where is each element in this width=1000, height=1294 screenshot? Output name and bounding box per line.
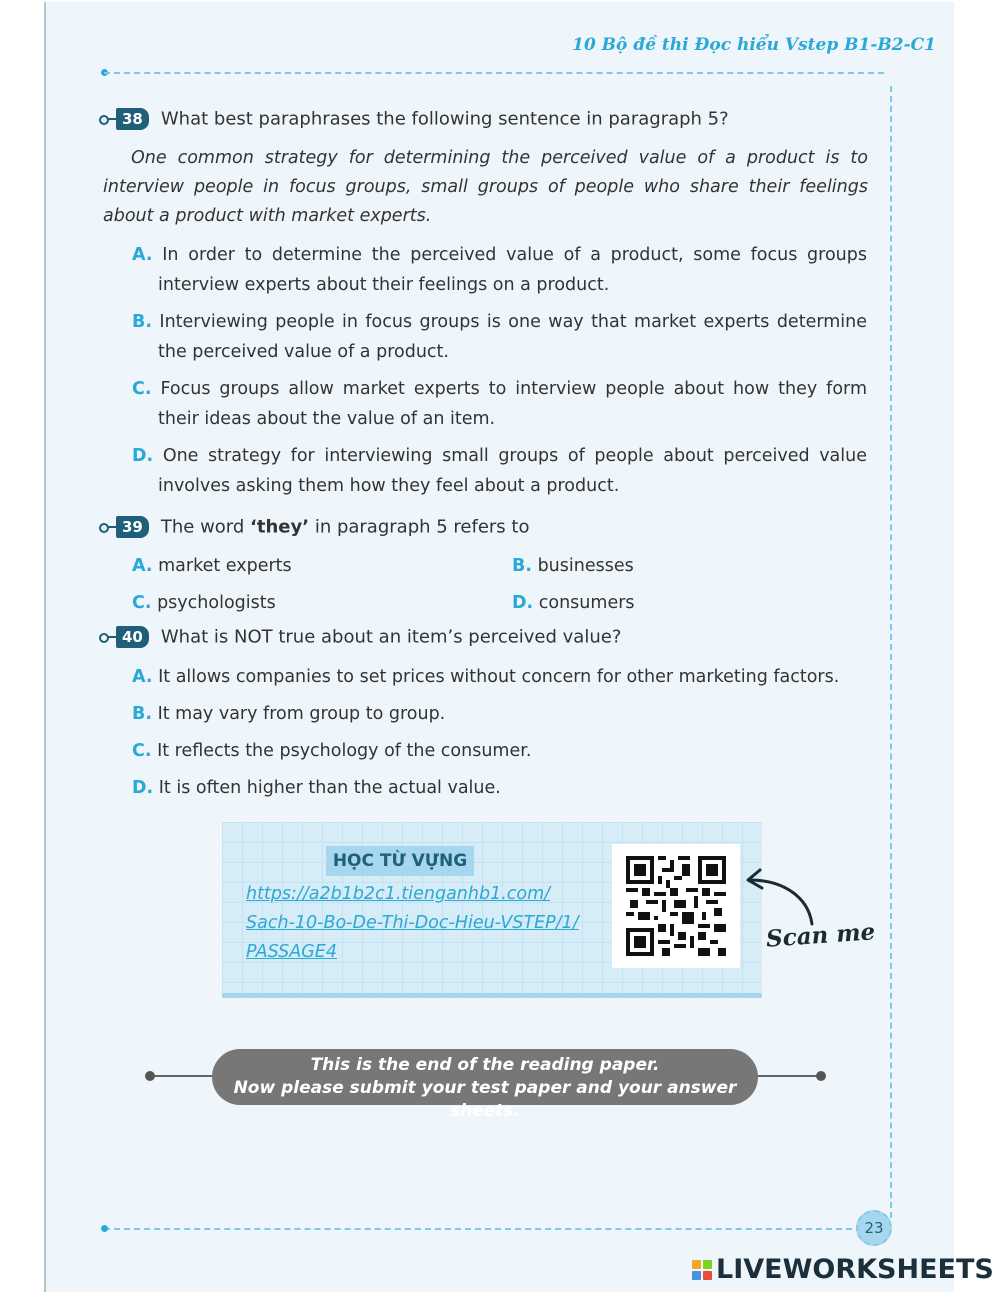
liveworksheets-icon <box>692 1260 712 1280</box>
stem-keyword: ‘they’ <box>250 516 310 538</box>
option-39-c[interactable] <box>132 588 276 618</box>
option-39-a[interactable] <box>132 551 292 581</box>
right-dashed-border <box>890 86 892 1218</box>
option-text: Interviewing people in focus groups is one way that market experts determine the perceived value of a product. <box>158 312 867 362</box>
question-number: 38 <box>116 108 149 130</box>
header-title: 10 Bộ đề thi Đọc hiểu Vstep B1-B2-C1 <box>572 35 936 55</box>
option-letter: A. <box>132 667 153 687</box>
liveworksheets-logo[interactable] <box>692 1254 994 1285</box>
question-number-tag <box>102 108 149 130</box>
end-divider-dot <box>145 1071 155 1081</box>
option-39-b[interactable] <box>512 551 634 581</box>
question-number-tag <box>102 626 149 648</box>
end-message-line: Now please submit your test paper and your answer sheets. <box>233 1078 737 1121</box>
option-38-b[interactable] <box>132 307 867 367</box>
option-38-c[interactable] <box>132 374 867 434</box>
corner-dot <box>101 1225 108 1232</box>
vocab-box <box>222 822 762 998</box>
end-message-banner <box>212 1049 758 1121</box>
question-number: 39 <box>116 516 149 538</box>
option-text: It may vary from group to group. <box>157 704 446 724</box>
option-39-d[interactable] <box>512 588 635 618</box>
option-letter: C. <box>132 379 152 399</box>
quoted-sentence: One common strategy for determining the perceived value of a product is to interview people in focus groups, small groups of people who share their feelings about a product with market experts. <box>103 148 868 226</box>
option-text: It allows companies to set prices without concern for other marketing factors. <box>158 667 840 687</box>
bottom-dashed-border <box>104 1228 852 1230</box>
option-letter: C. <box>132 593 152 613</box>
option-letter: D. <box>132 446 154 466</box>
question-39 <box>102 516 892 538</box>
option-40-b[interactable] <box>132 699 445 729</box>
option-letter: D. <box>512 593 534 613</box>
option-38-a[interactable] <box>132 240 867 300</box>
scan-me-label: Scan me <box>765 918 877 953</box>
option-text: market experts <box>158 556 292 576</box>
curved-arrow-icon <box>742 866 818 930</box>
question-38 <box>102 108 892 130</box>
stem-after: in paragraph 5 refers to <box>309 516 530 538</box>
option-text: It reflects the psychology of the consumer. <box>157 741 532 761</box>
qr-code-icon <box>626 856 726 956</box>
option-text: In order to determine the perceived value of a product, some focus groups interview experts about their feelings on a product. <box>158 245 867 295</box>
option-text: One strategy for interviewing small groups of people about perceived value involves asking them how they feel about a product. <box>158 446 867 496</box>
question-number-tag <box>102 516 149 538</box>
stem-before: The word <box>160 516 251 538</box>
option-letter: B. <box>512 556 532 576</box>
option-text: Focus groups allow market experts to interview people about how they form their ideas about the value of an item. <box>158 379 867 429</box>
option-text: It is often higher than the actual value. <box>158 778 501 798</box>
top-dashed-border <box>104 72 884 74</box>
question-stem: What best paraphrases the following sentence in paragraph 5? <box>160 108 729 130</box>
question-stem: What is NOT true about an item’s perceived value? <box>160 626 622 648</box>
vocab-link-line[interactable]: https://a2b1b2c1.tienganhb1.com/ <box>246 884 551 904</box>
option-40-c[interactable] <box>132 736 531 766</box>
option-letter: A. <box>132 556 153 576</box>
brand-name: LIVEWORKSHEETS <box>716 1254 994 1285</box>
question-40 <box>102 626 892 648</box>
option-text: psychologists <box>157 593 276 613</box>
option-letter: D. <box>132 778 154 798</box>
question-number: 40 <box>116 626 149 648</box>
vocab-link-line[interactable]: Sach-10-Bo-De-Thi-Doc-Hieu-VSTEP/1/ <box>246 913 579 933</box>
question-stem <box>161 517 530 538</box>
option-letter: A. <box>132 245 153 265</box>
option-40-d[interactable] <box>132 773 501 803</box>
option-40-a[interactable] <box>132 662 839 692</box>
option-38-d[interactable] <box>132 441 867 501</box>
vocab-title: HỌC TỪ VỰNG <box>326 846 474 876</box>
qr-code-card[interactable] <box>612 844 740 968</box>
option-letter: C. <box>132 741 152 761</box>
page-number: 23 <box>856 1210 892 1246</box>
option-text: businesses <box>537 556 634 576</box>
option-letter: B. <box>132 312 152 332</box>
option-letter: B. <box>132 704 152 724</box>
vocab-link-line[interactable]: PASSAGE4 <box>246 942 337 962</box>
end-divider-dot <box>816 1071 826 1081</box>
end-message-line: This is the end of the reading paper. <box>310 1055 660 1075</box>
option-text: consumers <box>538 593 635 613</box>
